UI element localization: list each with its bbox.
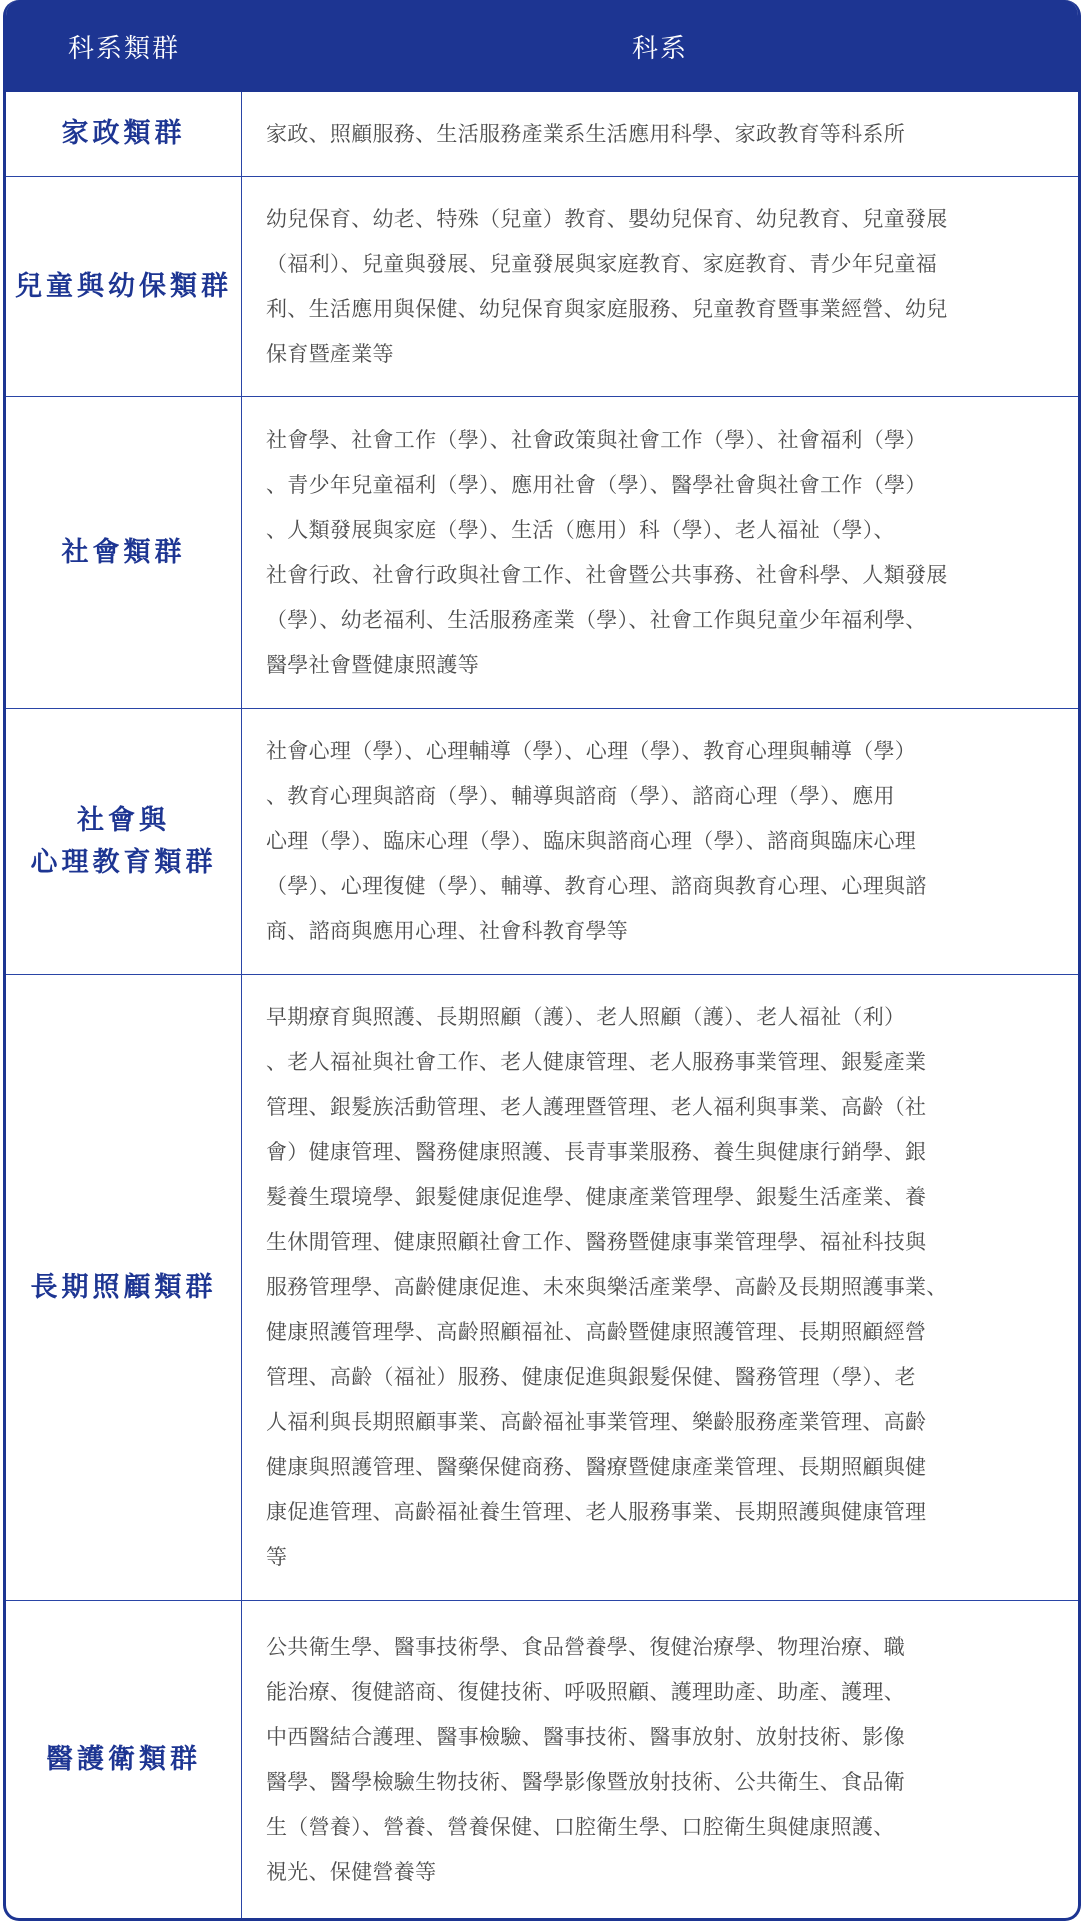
departments-line: 視光、保健營養等 [266, 1859, 437, 1884]
departments-line: 、老人福祉與社會工作、老人健康管理、老人服務事業管理、銀髮產業 [266, 1050, 927, 1074]
departments-line: 服務管理學、高齡健康促進、未來與樂活產業學、高齡及長期照護事業、 [266, 1275, 948, 1299]
departments-line: 康促進管理、高齡福祉養生管理、老人服務事業、長期照護與健康管理 [266, 1500, 927, 1524]
departments-line: 社會行政、社會行政與社會工作、社會暨公共事務、社會科學、人類發展 [266, 562, 948, 587]
departments-line: 社會心理（學）、心理輔導（學）、心理（學）、教育心理與輔導（學） [266, 739, 917, 763]
table-row [6, 1600, 1078, 1918]
departments-line: （福利）、兒童與發展、兒童發展與家庭教育、家庭教育、青少年兒童福 [266, 251, 938, 276]
departments-cell [242, 92, 1078, 176]
category-cell [6, 397, 242, 708]
departments-line: 、教育心理與諮商（學）、輔導與諮商（學）、諮商心理（學）、應用 [266, 784, 895, 808]
category-name: 家政類群 [61, 118, 186, 149]
departments-line: 人福利與長期照顧事業、高齡福祉事業管理、樂齡服務產業管理、高齡 [266, 1410, 927, 1434]
table-row [6, 708, 1078, 974]
category-name: 長期照顧類群 [30, 1271, 217, 1303]
departments-line: 心理（學）、臨床心理（學）、臨床與諮商心理（學）、諮商與臨床心理 [266, 829, 917, 853]
departments-line: 家政、照顧服務、生活服務產業系生活應用科學、家政教育等科系所 [266, 121, 905, 146]
category-name: 社會類群 [61, 536, 186, 568]
departments-line: 能治療、復健諮商、復健技術、呼吸照顧、護理助產、助產、護理、 [266, 1679, 905, 1704]
category-cell [6, 177, 242, 396]
departments-line: 保育暨產業等 [266, 341, 394, 366]
departments-cell [242, 397, 1078, 708]
category-name: 醫護衛類群 [46, 1743, 201, 1775]
departments-line: 公共衛生學、醫事技術學、食品營養學、復健治療學、物理治療、職 [266, 1634, 905, 1659]
departments-line: （學）、心理復健（學）、輔導、教育心理、諮商與教育心理、心理與諮 [266, 874, 927, 898]
category-cell [6, 92, 242, 176]
departments-cell [242, 177, 1078, 396]
departments-line: 醫學、醫學檢驗生物技術、醫學影像暨放射技術、公共衛生、食品衛 [266, 1769, 905, 1794]
departments-line: 商、諮商與應用心理、社會科教育學等 [266, 919, 629, 943]
departments-line: 健康與照護管理、醫藥保健商務、醫療暨健康產業管理、長期照顧與健 [266, 1455, 927, 1479]
table-row [6, 92, 1078, 176]
departments-line: 管理、銀髮族活動管理、老人護理暨管理、老人福利與事業、高齡（社 [266, 1095, 927, 1119]
departments-line: 利、生活應用與保健、幼兒保育與家庭服務、兒童教育暨事業經營、幼兒 [266, 296, 948, 321]
table-body [6, 92, 1078, 1918]
departments-line: 健康照護管理學、高齡照顧福祉、高齡暨健康照護管理、長期照顧經營 [266, 1320, 927, 1344]
departments-line: 醫學社會暨健康照護等 [266, 652, 479, 677]
departments-cell [242, 709, 1078, 974]
category-cell [6, 709, 242, 974]
departments-line: 生（營養）、營養、營養保健、口腔衛生學、口腔衛生與健康照護、 [266, 1814, 895, 1839]
departments-line: 幼兒保育、幼老、特殊（兒童）教育、嬰幼兒保育、幼兒教育、兒童發展 [266, 206, 948, 231]
category-name: 心理教育類群 [30, 846, 217, 878]
table-row [6, 974, 1078, 1600]
departments-line: 等 [266, 1545, 288, 1569]
category-cell [6, 1601, 242, 1918]
departments-line: 、青少年兒童福利（學）、應用社會（學）、醫學社會與社會工作（學） [266, 472, 927, 497]
departments-line: 生休閒管理、健康照顧社會工作、醫務暨健康事業管理學、福祉科技與 [266, 1230, 927, 1254]
department-table [3, 0, 1081, 1921]
table-row [6, 176, 1078, 396]
table-header [6, 0, 1078, 92]
departments-line: （學）、幼老福利、生活服務產業（學）、社會工作與兒童少年福利學、 [266, 607, 927, 632]
departments-line: 、人類發展與家庭（學）、生活（應用）科（學）、老人福祉（學）、 [266, 517, 895, 542]
header-category: 科系類群 [67, 33, 180, 64]
category-name: 兒童與幼保類群 [15, 270, 232, 302]
departments-cell [242, 975, 1078, 1600]
departments-line: 中西醫結合護理、醫事檢驗、醫事技術、醫事放射、放射技術、影像 [266, 1724, 905, 1749]
departments-cell [242, 1601, 1078, 1918]
category-cell [6, 975, 242, 1600]
departments-line: 社會學、社會工作（學）、社會政策與社會工作（學）、社會福利（學） [266, 427, 927, 452]
departments-line: 髮養生環境學、銀髮健康促進學、健康產業管理學、銀髮生活產業、養 [266, 1185, 927, 1209]
departments-line: 會）健康管理、醫務健康照護、長青事業服務、養生與健康行銷學、銀 [266, 1140, 927, 1164]
table-row [6, 396, 1078, 708]
departments-line: 早期療育與照護、長期照顧（護）、老人照顧（護）、老人福祉（利） [266, 1005, 906, 1029]
header-departments: 科系 [631, 33, 688, 64]
category-name: 社會與 [77, 804, 170, 836]
departments-line: 管理、高齡（福祉）服務、健康促進與銀髮保健、醫務管理（學）、老 [266, 1365, 916, 1389]
